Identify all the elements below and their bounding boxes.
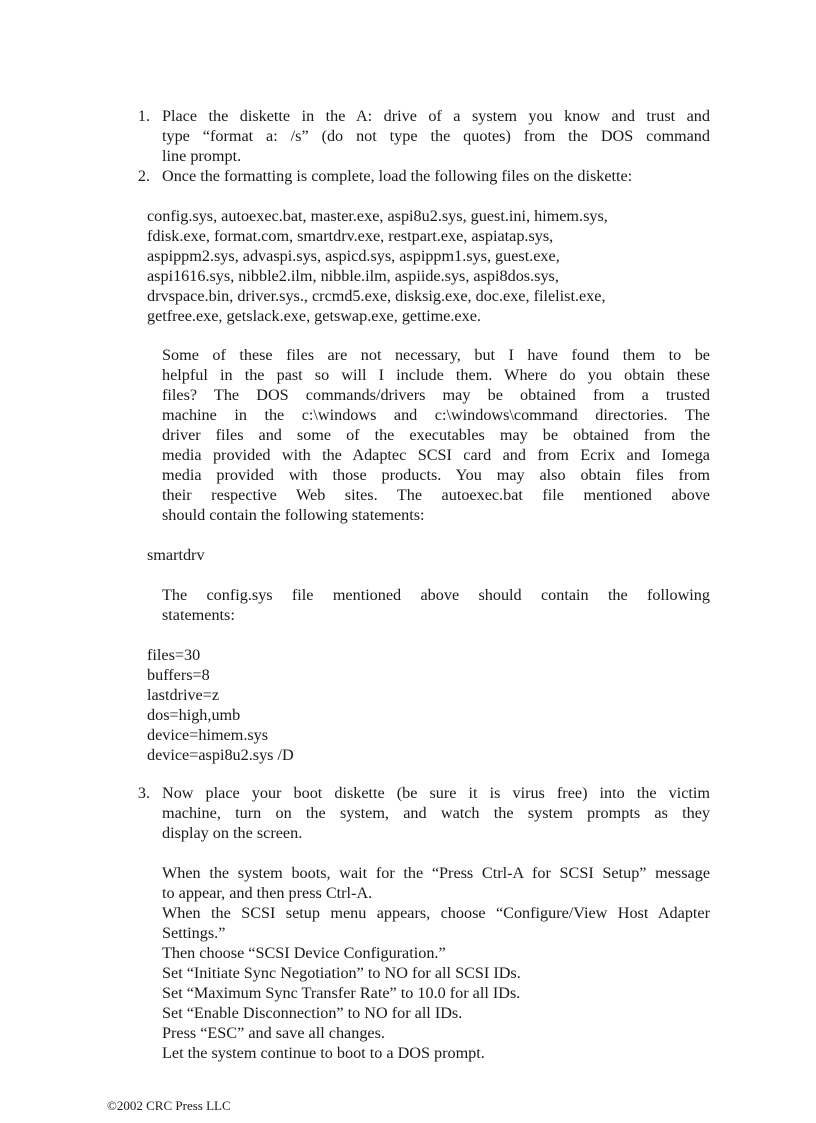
file-list-line: getfree.exe, getslack.exe, getswap.exe, gettime.exe. (147, 307, 481, 325)
step-number: 1. (137, 107, 150, 125)
paragraph-line: files? The DOS commands/drivers may be obtained from a trusted (162, 386, 710, 404)
file-list-line: drvspace.bin, driver.sys., crcmd5.exe, disksig.exe, doc.exe, filelist.exe, (147, 287, 606, 305)
paragraph-line: helpful in the past so will I include them. Where do you obtain these (162, 366, 710, 384)
config-line: lastdrive=z (147, 686, 220, 704)
step1-line: type “format a: /s” (do not type the quotes) from the DOS command (162, 127, 710, 145)
paragraph-line: driver files and some of the executables may be obtained from the (162, 426, 710, 444)
boot-step-line: to appear, and then press Ctrl-A. (162, 884, 373, 902)
file-list-line: aspippm2.sys, advaspi.sys, aspicd.sys, aspippm1.sys, guest.exe, (147, 247, 560, 265)
step-number: 3. (137, 784, 150, 802)
config-paragraph-line: statements: (162, 606, 235, 624)
boot-step-line: Press “ESC” and save all changes. (162, 1024, 385, 1042)
boot-step-line: Set “Maximum Sync Transfer Rate” to 10.0 for all IDs. (162, 984, 521, 1002)
step3-line: machine, turn on the system, and watch the system prompts as they (162, 804, 710, 822)
boot-step-line: Then choose “SCSI Device Configuration.” (162, 944, 446, 962)
paragraph-line: Some of these files are not necessary, but I have found them to be (162, 346, 710, 364)
boot-step-line: When the system boots, wait for the “Press Ctrl-A for SCSI Setup” message (162, 864, 710, 882)
file-list-line: aspi1616.sys, nibble2.ilm, nibble.ilm, aspiide.sys, aspi8dos.sys, (147, 267, 559, 285)
paragraph-line: their respective Web sites. The autoexec.bat file mentioned above (162, 486, 710, 504)
boot-step-line: Set “Initiate Sync Negotiation” to NO for all SCSI IDs. (162, 964, 521, 982)
paragraph-line: media provided with those products. You may also obtain files from (162, 466, 710, 484)
copyright-footer: ©2002 CRC Press LLC (107, 1098, 231, 1113)
boot-step-line: Set “Enable Disconnection” to NO for all IDs. (162, 1004, 463, 1022)
step-number: 2. (137, 167, 150, 185)
config-line: device=aspi8u2.sys /D (147, 746, 294, 764)
paragraph-line: machine in the c:\windows and c:\windows\command directories. The (162, 406, 710, 424)
step1-line: line prompt. (162, 147, 242, 165)
config-line: buffers=8 (147, 666, 210, 684)
config-line: dos=high,umb (147, 706, 241, 724)
step3-line: display on the screen. (162, 824, 303, 842)
config-line: device=himem.sys (147, 726, 269, 744)
autoexec-statement: smartdrv (147, 546, 205, 564)
boot-step-line: Settings.” (162, 924, 226, 942)
step1-line: Place the diskette in the A: drive of a system you know and trust and (162, 107, 710, 125)
file-list-line: fdisk.exe, format.com, smartdrv.exe, restpart.exe, aspiatap.sys, (147, 227, 554, 245)
file-list-line: config.sys, autoexec.bat, master.exe, aspi8u2.sys, guest.ini, himem.sys, (147, 207, 608, 225)
boot-step-line: Let the system continue to boot to a DOS prompt. (162, 1044, 485, 1062)
config-line: files=30 (147, 646, 201, 664)
boot-step-line: When the SCSI setup menu appears, choose “Configure/View Host Adapter (162, 904, 710, 922)
paragraph-line: media provided with the Adaptec SCSI card and from Ecrix and Iomega (162, 446, 710, 464)
step2-line: Once the formatting is complete, load the following files on the diskette: (162, 167, 633, 185)
paragraph-line: should contain the following statements: (162, 506, 425, 524)
step3-line: Now place your boot diskette (be sure it is virus free) into the victim (162, 784, 710, 802)
config-paragraph-line: The config.sys file mentioned above should contain the following (162, 586, 710, 604)
